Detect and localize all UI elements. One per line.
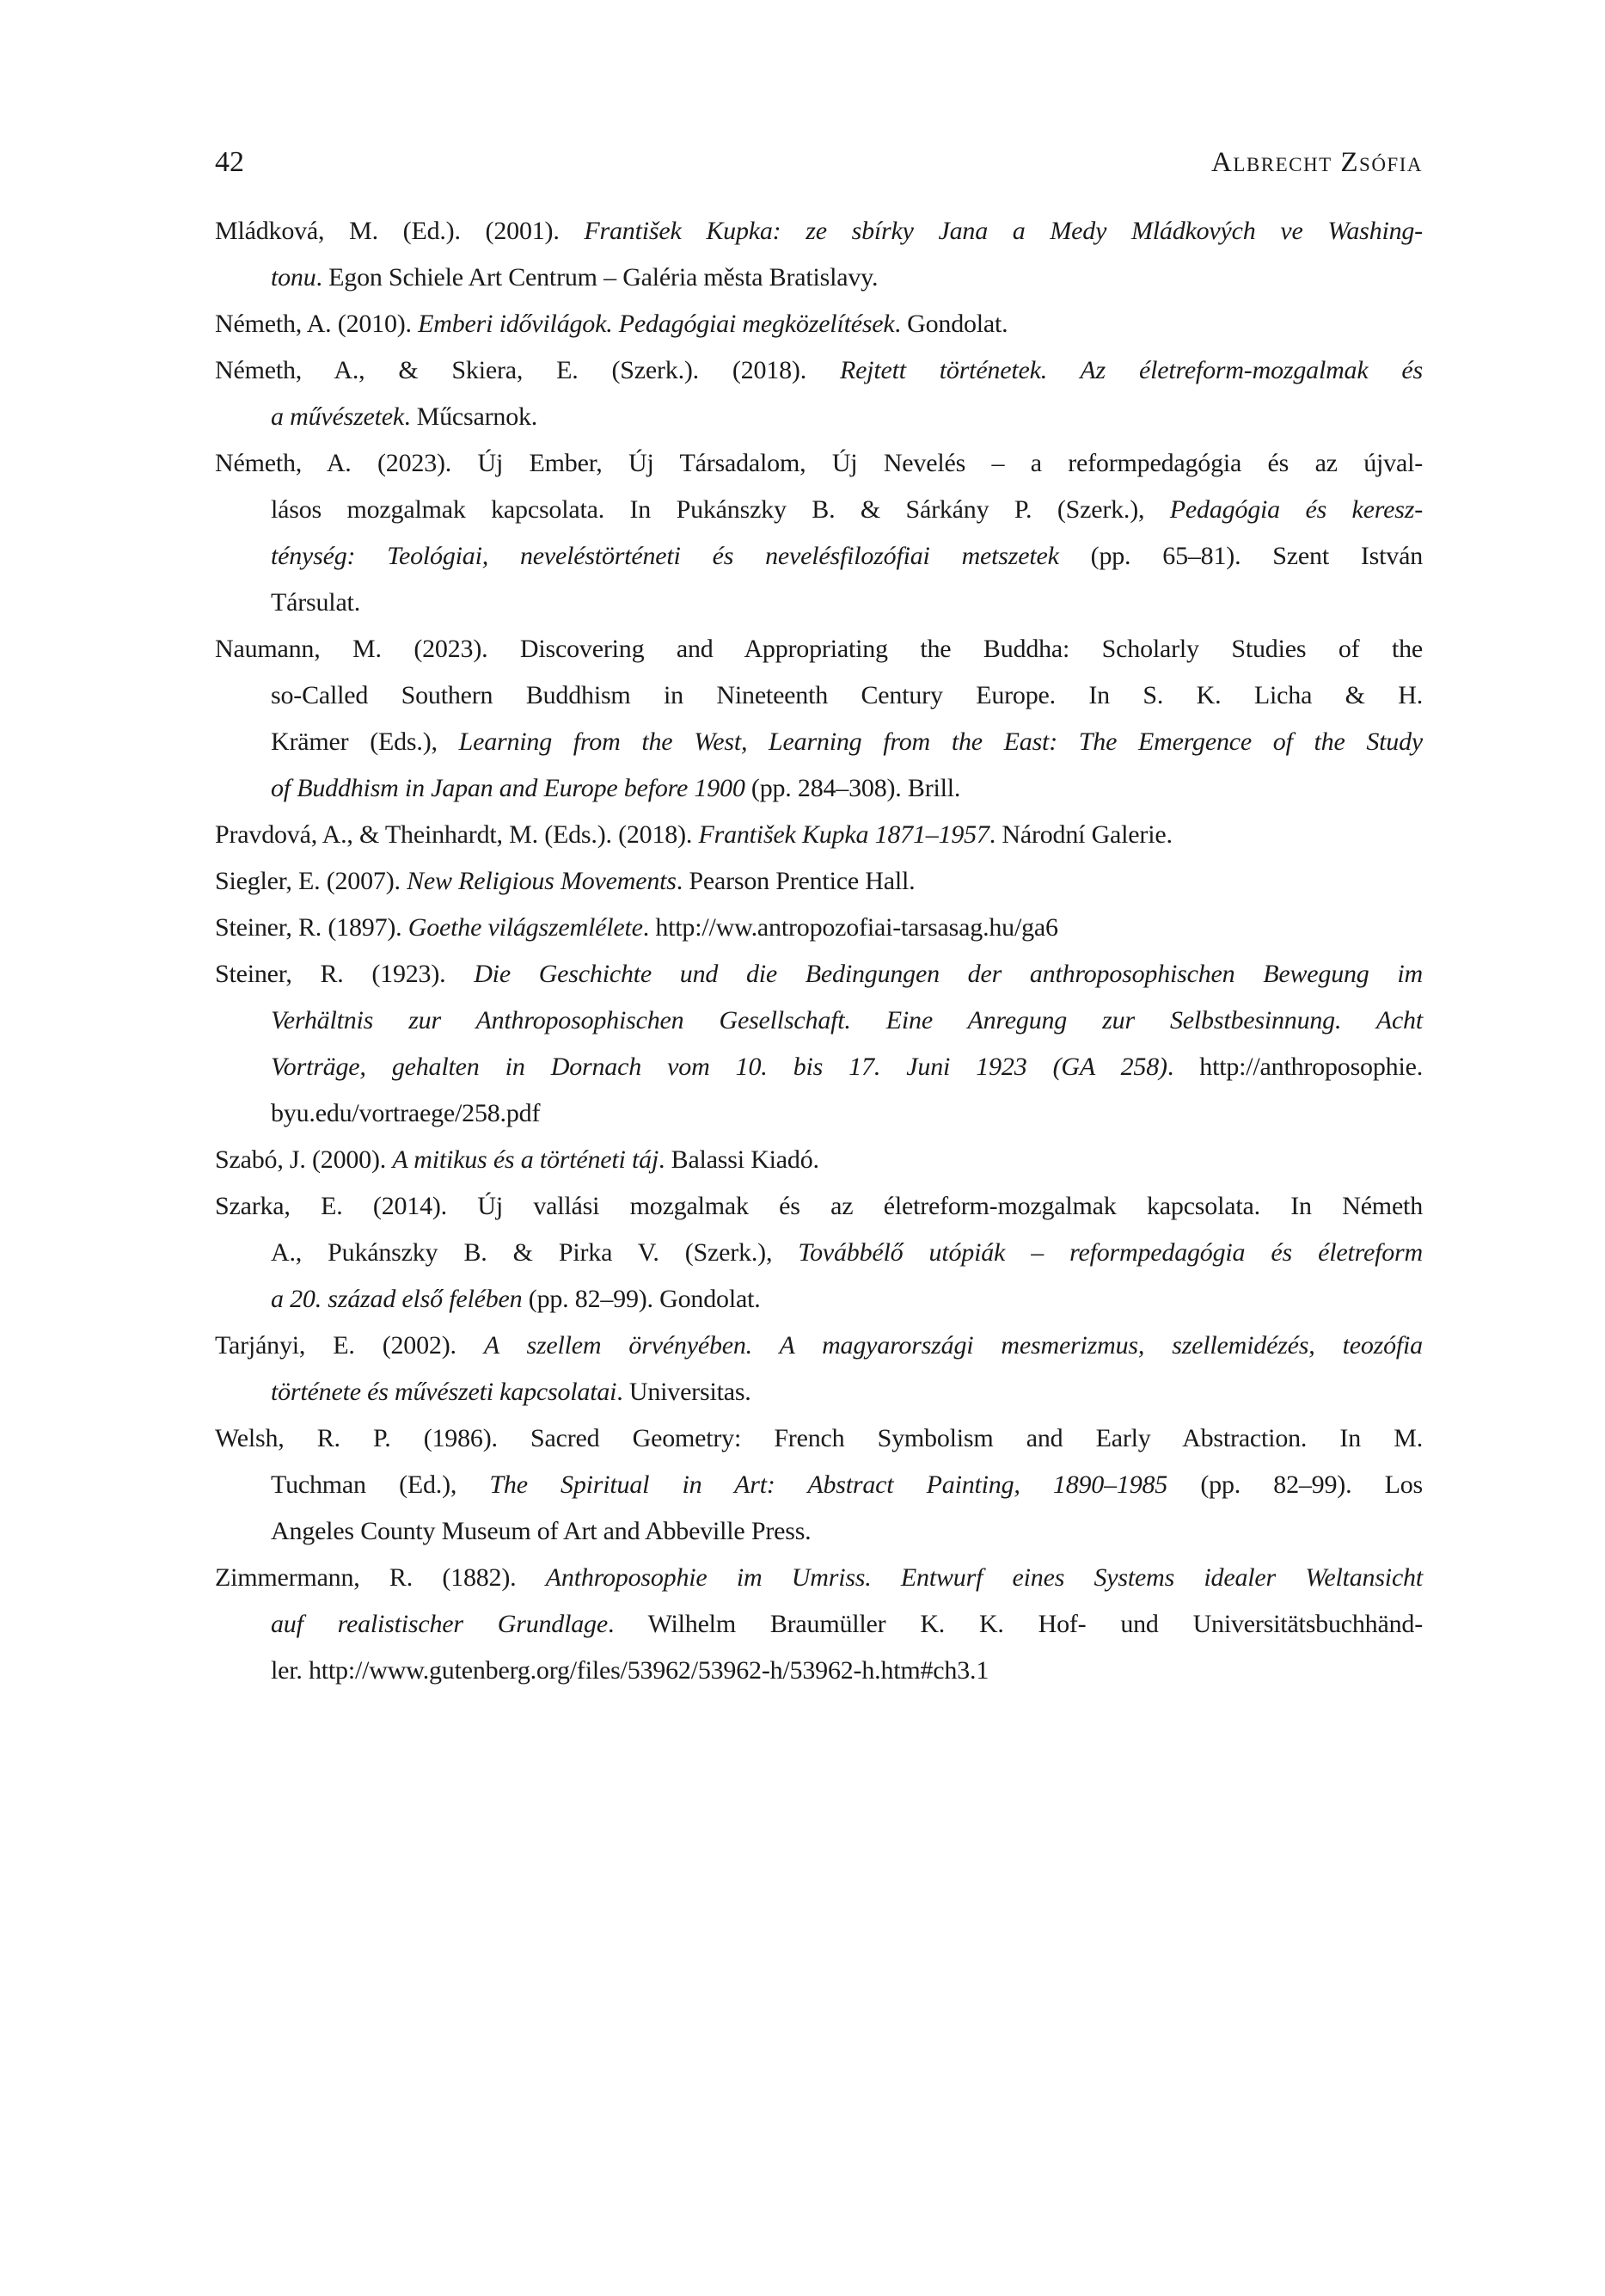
text-segment: Mládková, M. (Ed.). (2001). <box>215 217 585 245</box>
italic-text-segment: Rejtett történetek. Az életreform-mozgalmak és <box>839 356 1423 384</box>
italic-text-segment: František Kupka 1871–1957 <box>698 820 989 849</box>
text-segment: . Wilhelm Braumüller K. K. Hof- und Universitätsbuchhänd- <box>607 1610 1423 1638</box>
italic-text-segment: of Buddhism in Japan and Europe before 1900 <box>271 774 751 802</box>
reference-line <box>215 951 1423 998</box>
text-segment: (pp. 284–308). Brill. <box>750 774 961 802</box>
italic-text-segment: története és művészeti kapcsolatai <box>271 1378 617 1406</box>
reference-entry <box>215 858 1423 905</box>
text-segment: Steiner, R. (1923). <box>215 960 475 988</box>
italic-text-segment: Verhältnis zur Anthroposophischen Gesellschaft. Eine Anregung zur Selbstbesinnung. Acht <box>271 1006 1423 1034</box>
reference-entry <box>215 812 1423 858</box>
text-segment: Steiner, R. (1897). <box>215 913 408 942</box>
text-segment: Németh, A., & Skiera, E. (Szerk.). (2018). <box>215 356 840 384</box>
page-header <box>215 148 1423 177</box>
italic-text-segment: ténység: Teológiai, neveléstörténeti és nevelésfilozófiai metszetek <box>271 542 1091 570</box>
text-segment: ler. http://www.gutenberg.org/files/53962/53962-h/53962-h.htm#ch3.1 <box>271 1656 989 1685</box>
text-segment: (pp. 82–99). Gondolat. <box>528 1285 761 1313</box>
reference-entry <box>215 1137 1423 1183</box>
text-segment: . Pearson Prentice Hall. <box>676 867 916 895</box>
italic-text-segment: The Spiritual in Art: Abstract Painting, 1890–1985 <box>489 1470 1201 1499</box>
text-segment: . Balassi Kiadó. <box>659 1145 819 1174</box>
text-segment: Siegler, E. (2007). <box>215 867 407 895</box>
reference-line <box>215 719 1423 765</box>
text-segment: Pravdová, A., & Theinhardt, M. (Eds.). (2018). <box>215 820 699 849</box>
text-segment: Naumann, M. (2023). Discovering and Appropriating the Buddha: Scholarly Studies of the <box>215 635 1423 663</box>
reference-line <box>215 1601 1423 1648</box>
text-segment: Zimmermann, R. (1882). <box>215 1563 546 1592</box>
reference-line <box>215 1323 1423 1369</box>
reference-entry <box>215 1323 1423 1415</box>
reference-line <box>215 998 1423 1044</box>
reference-line <box>215 1415 1423 1462</box>
text-segment: . Műcsarnok. <box>404 402 538 431</box>
text-segment: Németh, A. (2023). Új Ember, Új Társadalom, Új Nevelés – a reformpedagógia és az újval- <box>215 449 1423 477</box>
text-segment: Szarka, E. (2014). Új vallási mozgalmak és az életreform-mozgalmak kapcsolata. In Németh <box>215 1192 1423 1220</box>
italic-text-segment: a 20. század első felében <box>271 1285 529 1313</box>
reference-entry <box>215 1555 1423 1694</box>
reference-line <box>215 1369 1423 1415</box>
text-segment: . Národní Galerie. <box>989 820 1173 849</box>
reference-line <box>215 765 1423 812</box>
text-segment: Németh, A. (2010). <box>215 310 419 338</box>
reference-line <box>215 487 1423 533</box>
italic-text-segment: Továbbélő utópiák – reformpedagógia és életreform <box>798 1238 1423 1267</box>
italic-text-segment: tonu <box>271 263 316 292</box>
italic-text-segment: a művészetek <box>271 402 405 431</box>
text-segment: . Gondolat. <box>894 310 1008 338</box>
text-segment: Angeles County Museum of Art and Abbeville Press. <box>271 1517 812 1545</box>
italic-text-segment: Learning from the West, Learning from the East: The Emergence of the Study <box>458 727 1424 756</box>
reference-line <box>215 347 1423 394</box>
text-segment: (pp. 65–81). Szent István <box>1090 542 1423 570</box>
reference-line <box>215 858 1423 905</box>
text-segment: A., Pukánszky B. & Pirka V. (Szerk.), <box>271 1238 799 1267</box>
reference-line <box>215 1462 1423 1508</box>
italic-text-segment: Anthroposophie im Umriss. Entwurf eines Systems idealer Weltansicht <box>545 1563 1423 1592</box>
reference-line <box>215 1044 1423 1090</box>
text-segment: so-Called Southern Buddhism in Nineteenth Century Europe. In S. K. Licha & H. <box>271 681 1423 709</box>
text-segment: . http://ww.antropozofiai-tarsasag.hu/ga6 <box>642 913 1058 942</box>
reference-line <box>215 626 1423 672</box>
italic-text-segment: Vorträge, gehalten in Dornach vom 10. bis 17. Juni 1923 (GA 258) <box>271 1053 1167 1081</box>
text-segment: Társulat. <box>271 588 360 617</box>
reference-line <box>215 255 1423 301</box>
text-segment: . Egon Schiele Art Centrum – Galéria města Bratislavy. <box>315 263 879 292</box>
reference-line <box>215 1230 1423 1276</box>
text-segment: byu.edu/vortraege/258.pdf <box>271 1099 541 1127</box>
reference-entry <box>215 1183 1423 1323</box>
reference-line <box>215 440 1423 487</box>
reference-line <box>215 394 1423 440</box>
italic-text-segment: auf realistischer Grundlage <box>271 1610 608 1638</box>
italic-text-segment: Pedagógia és keresz- <box>1169 495 1423 524</box>
italic-text-segment: Goethe világszemlélete <box>407 913 643 942</box>
reference-entry <box>215 301 1423 347</box>
reference-line <box>215 812 1423 858</box>
text-segment: Szabó, J. (2000). <box>215 1145 393 1174</box>
text-segment: Tarjányi, E. (2002). <box>215 1331 484 1360</box>
reference-entry <box>215 208 1423 301</box>
reference-entry <box>215 905 1423 951</box>
italic-text-segment: František Kupka: ze sbírky Jana a Medy Mládkových ve Washing- <box>584 217 1423 245</box>
text-segment: (pp. 82–99). Los <box>1200 1470 1424 1499</box>
reference-line <box>215 208 1423 255</box>
text-segment: Krämer (Eds.), <box>271 727 459 756</box>
reference-line <box>215 672 1423 719</box>
italic-text-segment: A mitikus és a történeti táj <box>392 1145 659 1174</box>
italic-text-segment: A szellem örvényében. A magyarországi mesmerizmus, szellemidézés, teozófia <box>483 1331 1423 1360</box>
reference-entry <box>215 1415 1423 1555</box>
reference-line <box>215 1276 1423 1323</box>
reference-entry <box>215 347 1423 440</box>
references-list <box>215 208 1423 1694</box>
text-segment: . http://anthroposophie. <box>1167 1053 1424 1081</box>
reference-line <box>215 1648 1423 1694</box>
running-head: Albrecht Zsófia <box>1211 147 1423 178</box>
reference-line <box>215 905 1423 951</box>
reference-line <box>215 1090 1423 1137</box>
reference-entry <box>215 951 1423 1137</box>
reference-entry <box>215 626 1423 812</box>
reference-line <box>215 580 1423 626</box>
text-segment: Tuchman (Ed.), <box>271 1470 490 1499</box>
reference-entry <box>215 440 1423 626</box>
reference-line <box>215 1137 1423 1183</box>
reference-line <box>215 1508 1423 1555</box>
reference-line <box>215 533 1423 580</box>
text-segment: . Universitas. <box>616 1378 751 1406</box>
text-segment: Welsh, R. P. (1986). Sacred Geometry: French Symbolism and Early Abstraction. In M. <box>215 1424 1423 1452</box>
reference-line <box>215 1183 1423 1230</box>
reference-line <box>215 1555 1423 1601</box>
italic-text-segment: Emberi idővilágok. Pedagógiai megközelítések <box>418 310 895 338</box>
italic-text-segment: Die Geschichte und die Bedingungen der anthroposophischen Bewegung im <box>474 960 1423 988</box>
page-number: 42 <box>215 146 244 178</box>
italic-text-segment: New Religious Movements <box>407 867 677 895</box>
reference-line <box>215 301 1423 347</box>
text-segment: lásos mozgalmak kapcsolata. In Pukánszky B. & Sárkány P. (Szerk.), <box>271 495 1170 524</box>
